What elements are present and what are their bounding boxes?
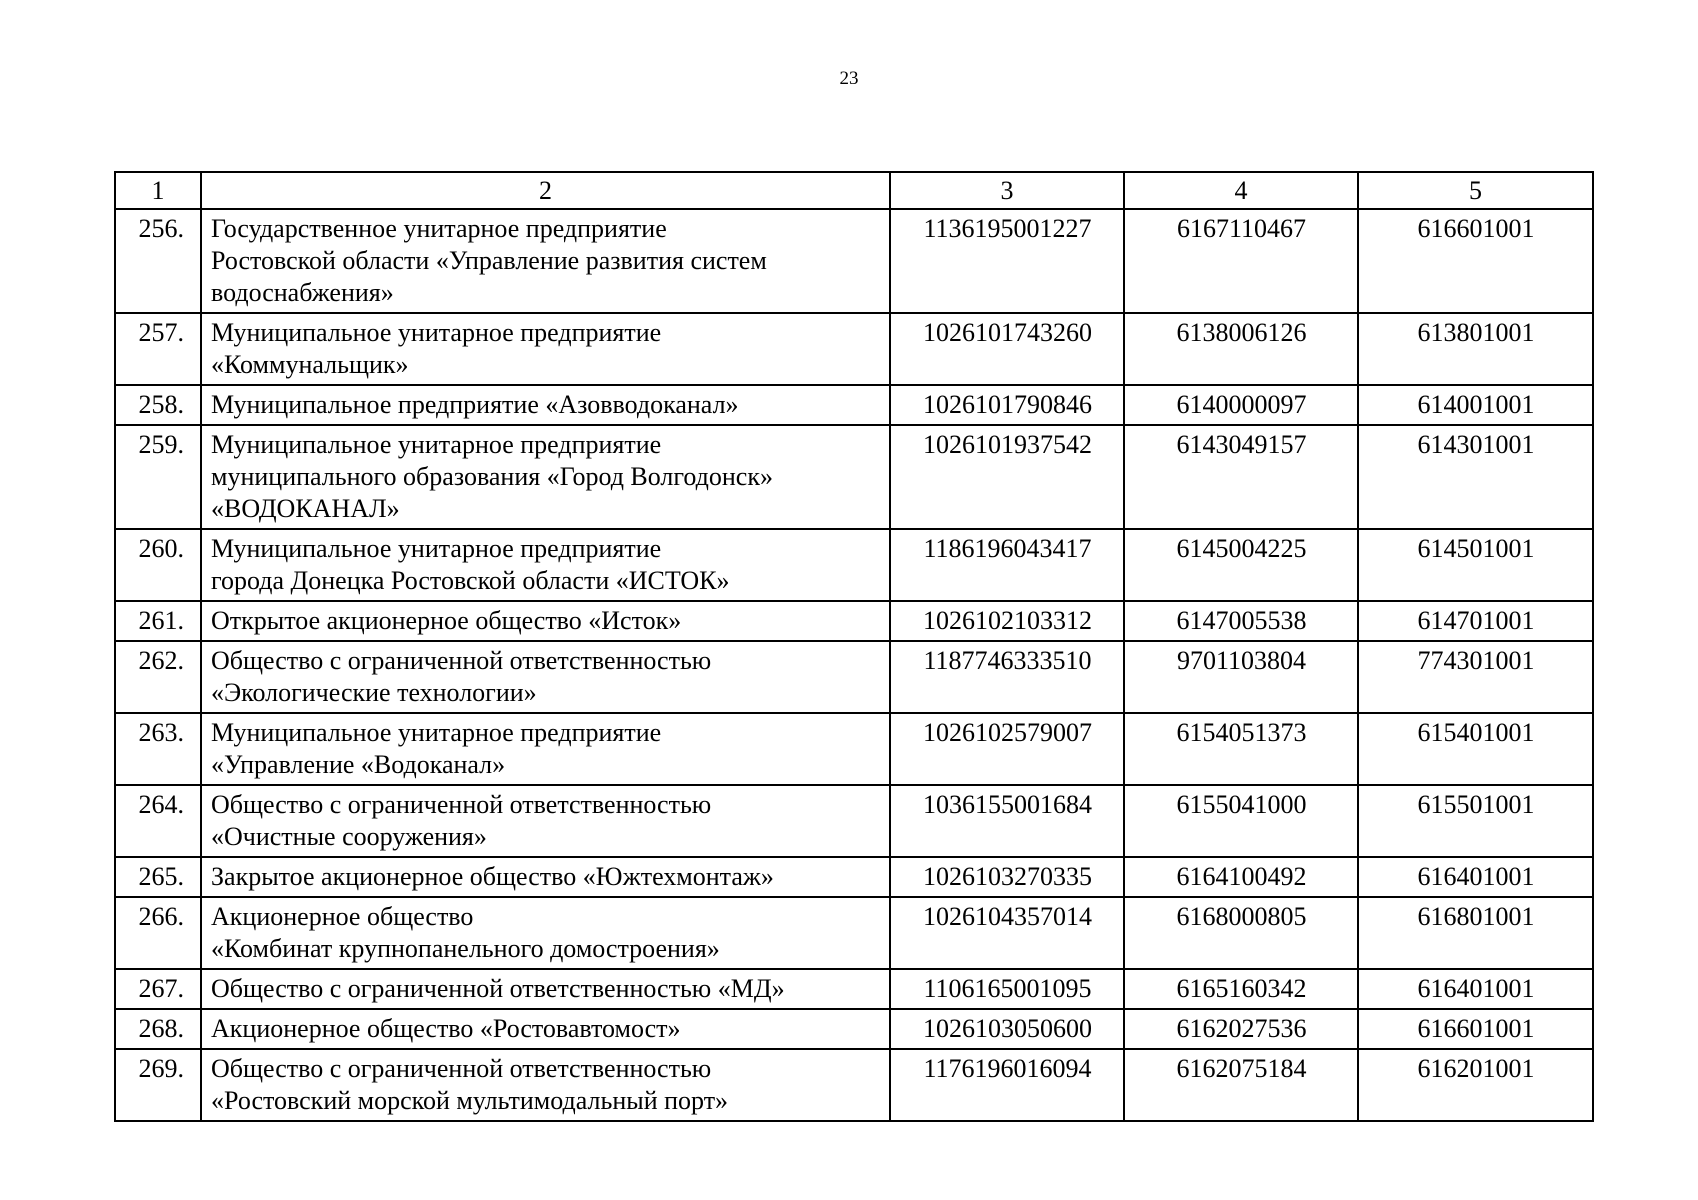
organization-name-line: водоснабжения»	[211, 278, 394, 307]
row-number: 261.	[115, 601, 201, 641]
organization-name-line: Общество с ограниченной ответственностью «МД»	[211, 974, 785, 1003]
organization-name	[201, 641, 890, 713]
table-header-row	[115, 172, 1593, 209]
column-5-value: 615501001	[1358, 785, 1593, 857]
organization-name-line: Открытое акционерное общество «Исток»	[211, 606, 682, 635]
header-col-1: 1	[115, 172, 201, 209]
column-3-value: 1187746333510	[890, 641, 1124, 713]
header-col-3: 3	[890, 172, 1124, 209]
column-4-value: 6138006126	[1124, 313, 1358, 385]
row-number: 269.	[115, 1049, 201, 1121]
column-3-value: 1186196043417	[890, 529, 1124, 601]
column-4-value: 6164100492	[1124, 857, 1358, 897]
column-4-value: 6165160342	[1124, 969, 1358, 1009]
organization-name-line: Общество с ограниченной ответственностью	[211, 646, 712, 675]
table-row	[115, 969, 1593, 1009]
column-4-value: 6162075184	[1124, 1049, 1358, 1121]
organization-name	[201, 529, 890, 601]
row-number: 256.	[115, 209, 201, 313]
column-5-value: 616201001	[1358, 1049, 1593, 1121]
table-row	[115, 601, 1593, 641]
organization-name-line: Муниципальное предприятие «Азовводоканал»	[211, 390, 739, 419]
table-row	[115, 529, 1593, 601]
row-number: 259.	[115, 425, 201, 529]
organization-name-line: Общество с ограниченной ответственностью	[211, 1054, 712, 1083]
row-number: 266.	[115, 897, 201, 969]
column-4-value: 6143049157	[1124, 425, 1358, 529]
row-number: 257.	[115, 313, 201, 385]
page-number: 23	[839, 68, 859, 89]
organization-name	[201, 713, 890, 785]
table-row	[115, 209, 1593, 313]
organization-name	[201, 209, 890, 313]
organization-name	[201, 969, 890, 1009]
header-col-4: 4	[1124, 172, 1358, 209]
table-row	[115, 385, 1593, 425]
organization-name-line: Муниципальное унитарное предприятие	[211, 534, 662, 563]
column-5-value: 614501001	[1358, 529, 1593, 601]
column-5-value: 616601001	[1358, 1009, 1593, 1049]
organization-name-line: Муниципальное унитарное предприятие	[211, 718, 662, 747]
organization-name	[201, 857, 890, 897]
organization-name	[201, 313, 890, 385]
header-col-2: 2	[201, 172, 890, 209]
organization-name-line: «Коммунальщик»	[211, 350, 409, 379]
row-number: 260.	[115, 529, 201, 601]
column-4-value: 6155041000	[1124, 785, 1358, 857]
organization-name	[201, 385, 890, 425]
organization-name	[201, 897, 890, 969]
column-5-value: 616401001	[1358, 969, 1593, 1009]
table-row	[115, 425, 1593, 529]
organization-name	[201, 601, 890, 641]
column-4-value: 6168000805	[1124, 897, 1358, 969]
column-4-value: 6167110467	[1124, 209, 1358, 313]
column-3-value: 1026101937542	[890, 425, 1124, 529]
organization-name-line: Акционерное общество	[211, 902, 474, 931]
row-number: 265.	[115, 857, 201, 897]
column-3-value: 1026102579007	[890, 713, 1124, 785]
header-col-5: 5	[1358, 172, 1593, 209]
column-3-value: 1026101790846	[890, 385, 1124, 425]
table-row	[115, 313, 1593, 385]
table-row	[115, 1049, 1593, 1121]
column-3-value: 1026103050600	[890, 1009, 1124, 1049]
column-5-value: 616601001	[1358, 209, 1593, 313]
table-row	[115, 713, 1593, 785]
column-5-value: 616401001	[1358, 857, 1593, 897]
organization-name-line: муниципального образования «Город Волгодонск»	[211, 462, 773, 491]
organization-name-line: Государственное унитарное предприятие	[211, 214, 667, 243]
column-4-value: 6154051373	[1124, 713, 1358, 785]
organization-name-line: «Комбинат крупнопанельного домостроения»	[211, 934, 720, 963]
organization-name-line: Ростовской области «Управление развития систем	[211, 246, 767, 275]
organization-name-line: «Управление «Водоканал»	[211, 750, 506, 779]
row-number: 263.	[115, 713, 201, 785]
table-row	[115, 641, 1593, 713]
organization-name-line: «Очистные сооружения»	[211, 822, 487, 851]
table-row	[115, 857, 1593, 897]
table-row	[115, 897, 1593, 969]
column-5-value: 614001001	[1358, 385, 1593, 425]
column-3-value: 1176196016094	[890, 1049, 1124, 1121]
column-3-value: 1026104357014	[890, 897, 1124, 969]
organization-name	[201, 785, 890, 857]
column-4-value: 6162027536	[1124, 1009, 1358, 1049]
column-5-value: 613801001	[1358, 313, 1593, 385]
column-3-value: 1026102103312	[890, 601, 1124, 641]
column-3-value: 1026101743260	[890, 313, 1124, 385]
row-number: 268.	[115, 1009, 201, 1049]
row-number: 267.	[115, 969, 201, 1009]
column-5-value: 774301001	[1358, 641, 1593, 713]
organization-name-line: «Экологические технологии»	[211, 678, 537, 707]
organizations-table	[114, 171, 1594, 1122]
column-5-value: 614301001	[1358, 425, 1593, 529]
organization-name-line: Муниципальное унитарное предприятие	[211, 318, 662, 347]
column-5-value: 616801001	[1358, 897, 1593, 969]
organization-name-line: Общество с ограниченной ответственностью	[211, 790, 712, 819]
organization-name-line: города Донецка Ростовской области «ИСТОК»	[211, 566, 730, 595]
table-row	[115, 1009, 1593, 1049]
column-4-value: 6145004225	[1124, 529, 1358, 601]
organization-name	[201, 1009, 890, 1049]
column-4-value: 6140000097	[1124, 385, 1358, 425]
row-number: 262.	[115, 641, 201, 713]
row-number: 258.	[115, 385, 201, 425]
organization-name	[201, 1049, 890, 1121]
organization-name-line: Закрытое акционерное общество «Южтехмонтаж»	[211, 862, 774, 891]
table-row	[115, 785, 1593, 857]
column-4-value: 9701103804	[1124, 641, 1358, 713]
column-5-value: 615401001	[1358, 713, 1593, 785]
organization-name-line: Муниципальное унитарное предприятие	[211, 430, 662, 459]
table-body	[115, 172, 1593, 1121]
organization-name-line: Акционерное общество «Ростовавтомост»	[211, 1014, 681, 1043]
row-number: 264.	[115, 785, 201, 857]
column-3-value: 1036155001684	[890, 785, 1124, 857]
organization-name	[201, 425, 890, 529]
column-3-value: 1136195001227	[890, 209, 1124, 313]
column-4-value: 6147005538	[1124, 601, 1358, 641]
organization-name-line: «ВОДОКАНАЛ»	[211, 494, 400, 523]
organization-name-line: «Ростовский морской мультимодальный порт»	[211, 1086, 729, 1115]
column-3-value: 1106165001095	[890, 969, 1124, 1009]
column-5-value: 614701001	[1358, 601, 1593, 641]
column-3-value: 1026103270335	[890, 857, 1124, 897]
